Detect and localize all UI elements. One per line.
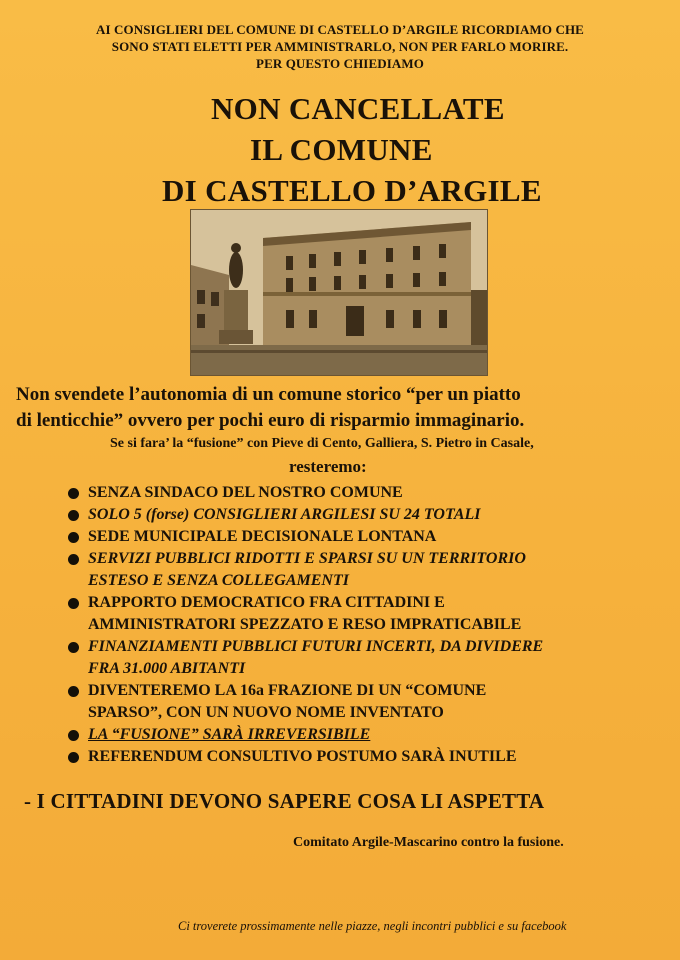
- bullet-dot-icon: [68, 752, 79, 763]
- list-item: REFERENDUM CONSULTIVO POSTUMO SARÀ INUTILE: [66, 746, 666, 768]
- consequences-list: [66, 482, 666, 768]
- intro-line: PER QUESTO CHIEDIAMO: [256, 56, 424, 71]
- bullet-dot-icon: [68, 488, 79, 499]
- bullet-dot-icon: [68, 554, 79, 565]
- intro-line: AI CONSIGLIERI DEL COMUNE DI CASTELLO D’ARGILE RICORDIAMO CHE: [96, 22, 584, 37]
- list-item: SERVIZI PUBBLICI RIDOTTI E SPARSI SU UN TERRITORIO ESTESO E SENZA COLLEGAMENTI: [66, 548, 666, 592]
- list-item: LA “FUSIONE” SARÀ IRREVERSIBILE: [66, 724, 666, 746]
- list-item: DIVENTEREMO LA 16a FRAZIONE DI UN “COMUNE SPARSO”, CON UN NUOVO NOME INVENTATO: [66, 680, 666, 724]
- bullet-dot-icon: [68, 510, 79, 521]
- list-item: SOLO 5 (forse) CONSIGLIERI ARGILESI SU 24 TOTALI: [66, 504, 666, 526]
- warning-line: - I CITTADINI DEVONO SAPERE COSA LI ASPETTA: [24, 789, 545, 813]
- committee-signature: Comitato Argile-Mascarino contro la fusione.: [293, 835, 564, 850]
- bullet-dot-icon: [68, 532, 79, 543]
- footer-note: Ci troverete prossimamente nelle piazze, negli incontri pubblici e su facebook: [178, 919, 567, 933]
- bullet-dot-icon: [68, 730, 79, 741]
- lead-line: Non svendete l’autonomia di un comune storico “per un piatto: [16, 384, 521, 405]
- bullet-dot-icon: [68, 686, 79, 697]
- headline-line-2: IL COMUNE: [250, 132, 433, 167]
- resteremo-label: resteremo:: [289, 457, 367, 476]
- list-item: FINANZIAMENTI PUBBLICI FUTURI INCERTI, DA DIVIDERE FRA 31.000 ABITANTI: [66, 636, 666, 680]
- list-item: SENZA SINDACO DEL NOSTRO COMUNE: [66, 482, 666, 504]
- headline-line-3: DI CASTELLO D’ARGILE: [162, 173, 542, 208]
- lead-line: di lenticchie” ovvero per pochi euro di risparmio immaginario.: [16, 410, 525, 431]
- list-item: RAPPORTO DEMOCRATICO FRA CITTADINI E AMMINISTRATORI SPEZZATO E RESO IMPRATICABILE: [66, 592, 666, 636]
- headline-line-1: NON CANCELLATE: [211, 91, 505, 126]
- fusion-note: Se si fara’ la “fusione” con Pieve di Cento, Galliera, S. Pietro in Casale,: [110, 436, 534, 451]
- lead-text: [16, 382, 666, 434]
- bullet-dot-icon: [68, 642, 79, 653]
- intro-line: SONO STATI ELETTI PER AMMINISTRARLO, NON PER FARLO MORIRE.: [111, 39, 569, 54]
- list-item: SEDE MUNICIPALE DECISIONALE LONTANA: [66, 526, 666, 548]
- intro-text: [40, 21, 640, 72]
- town-hall-photo: [190, 209, 488, 376]
- bullet-dot-icon: [68, 598, 79, 609]
